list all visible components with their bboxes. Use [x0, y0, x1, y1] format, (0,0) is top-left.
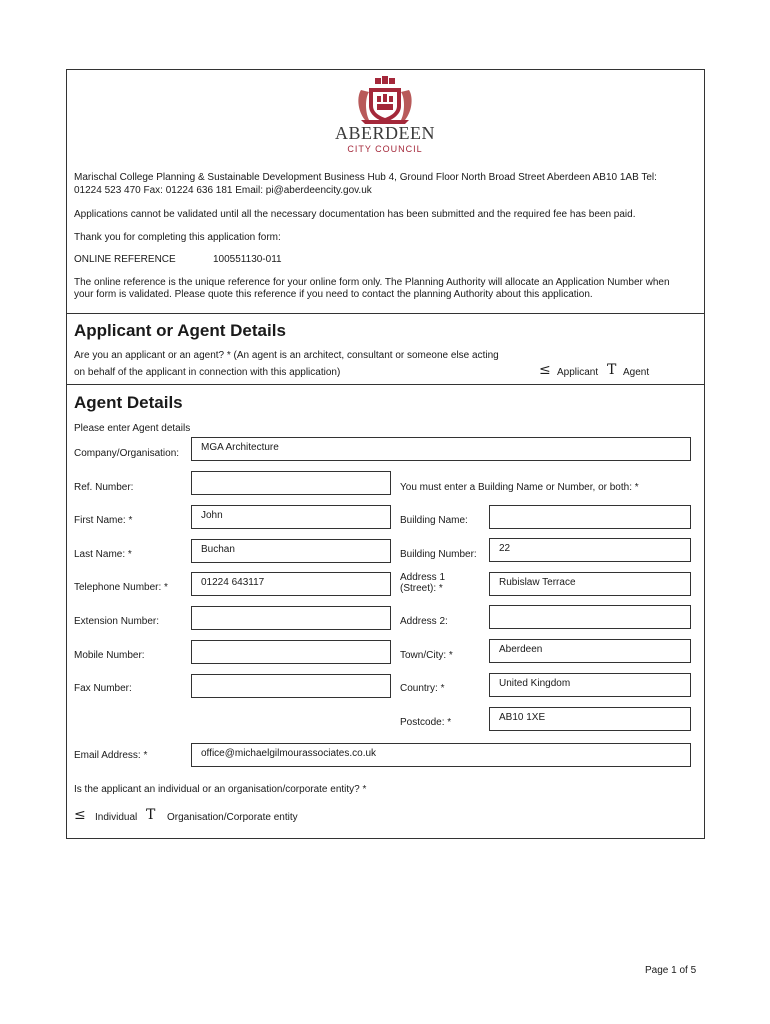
last-name-field[interactable]: Buchan	[191, 539, 391, 563]
applicant-question-line2: on behalf of the applicant in connection with this application)	[74, 367, 341, 378]
agent-option-label: Agent	[623, 367, 650, 378]
applicant-option-label: Applicant	[557, 367, 599, 378]
applicant-section-title: Applicant or Agent Details	[74, 321, 286, 340]
first-name-field[interactable]: John	[191, 505, 391, 529]
town-field[interactable]: Aberdeen	[489, 639, 691, 663]
first-name-label: First Name: *	[74, 515, 133, 526]
section-divider	[66, 313, 705, 314]
ref-number-label: Ref. Number:	[74, 482, 134, 493]
fax-label: Fax Number:	[74, 683, 132, 694]
applicant-question-line1: Are you an applicant or an agent? * (An agent is an architect, consultant or someone else acting	[74, 350, 499, 361]
postcode-field[interactable]: AB10 1XE	[489, 707, 691, 731]
individual-radio[interactable]: ≤	[74, 807, 86, 823]
town-label: Town/City: *	[400, 650, 453, 661]
address2-label: Address 2:	[400, 616, 448, 627]
entity-question: Is the applicant an individual or an organisation/corporate entity? *	[74, 784, 367, 795]
mobile-label: Mobile Number:	[74, 650, 145, 661]
page-number: Page 1 of 5	[645, 965, 697, 976]
extension-field[interactable]	[191, 606, 391, 630]
council-logo	[331, 76, 439, 158]
telephone-label: Telephone Number: *	[74, 582, 168, 593]
mobile-field[interactable]	[191, 640, 391, 664]
building-name-field[interactable]	[489, 505, 691, 529]
address2-field[interactable]	[489, 605, 691, 629]
logo-line1: ABERDEEN	[335, 123, 435, 143]
section-divider	[66, 384, 705, 385]
address-line2: 01224 523 470 Fax: 01224 636 181 Email: pi@aberdeencity.gov.uk	[74, 185, 372, 196]
address1-label-line1: Address 1	[400, 572, 446, 583]
ref-note-line2: your form is validated. Please quote this reference if you need to contact the planning Authority about this application.	[74, 289, 593, 300]
logo-line2: CITY COUNCIL	[347, 144, 423, 154]
address1-label-line2: (Street): *	[400, 583, 443, 594]
ref-number-field[interactable]	[191, 471, 391, 495]
organisation-radio[interactable]: T	[146, 807, 156, 823]
building-name-label: Building Name:	[400, 515, 468, 526]
building-note: You must enter a Building Name or Number, or both: *	[400, 482, 639, 493]
validation-note: Applications cannot be validated until all the necessary documentation has been submitted and the required fee has been paid.	[74, 209, 636, 220]
company-field[interactable]: MGA Architecture	[191, 437, 691, 461]
building-number-field[interactable]: 22	[489, 538, 691, 562]
postcode-label: Postcode: *	[400, 717, 452, 728]
online-ref-label: ONLINE REFERENCE	[74, 254, 176, 265]
fax-field[interactable]	[191, 674, 391, 698]
applicant-radio[interactable]: ≤	[539, 362, 551, 378]
country-field[interactable]: United Kingdom	[489, 673, 691, 697]
individual-option-label: Individual	[95, 812, 138, 823]
ref-note-line1: The online reference is the unique reference for your online form only. The Planning Authority will allocate an Application Number when	[74, 277, 670, 288]
agent-radio[interactable]: T	[607, 362, 617, 378]
extension-label: Extension Number:	[74, 616, 160, 627]
thanks-text: Thank you for completing this application form:	[74, 232, 281, 243]
organisation-option-label: Organisation/Corporate entity	[167, 812, 298, 823]
email-label: Email Address: *	[74, 750, 148, 761]
agent-intro: Please enter Agent details	[74, 423, 191, 434]
coat-of-arms-icon	[331, 76, 439, 124]
building-number-label: Building Number:	[400, 549, 477, 560]
telephone-field[interactable]: 01224 643117	[191, 572, 391, 596]
online-ref-value: 100551130-011	[213, 254, 282, 265]
last-name-label: Last Name: *	[74, 549, 132, 560]
company-label: Company/Organisation:	[74, 448, 180, 459]
address1-field[interactable]: Rubislaw Terrace	[489, 572, 691, 596]
address-line1: Marischal College Planning & Sustainable Development Business Hub 4, Ground Floor North Broad Street Aberdeen AB10 1AB Tel:	[74, 172, 657, 183]
country-label: Country: *	[400, 683, 445, 694]
agent-section-title: Agent Details	[74, 393, 183, 412]
email-field[interactable]: office@michaelgilmourassociates.co.uk	[191, 743, 691, 767]
